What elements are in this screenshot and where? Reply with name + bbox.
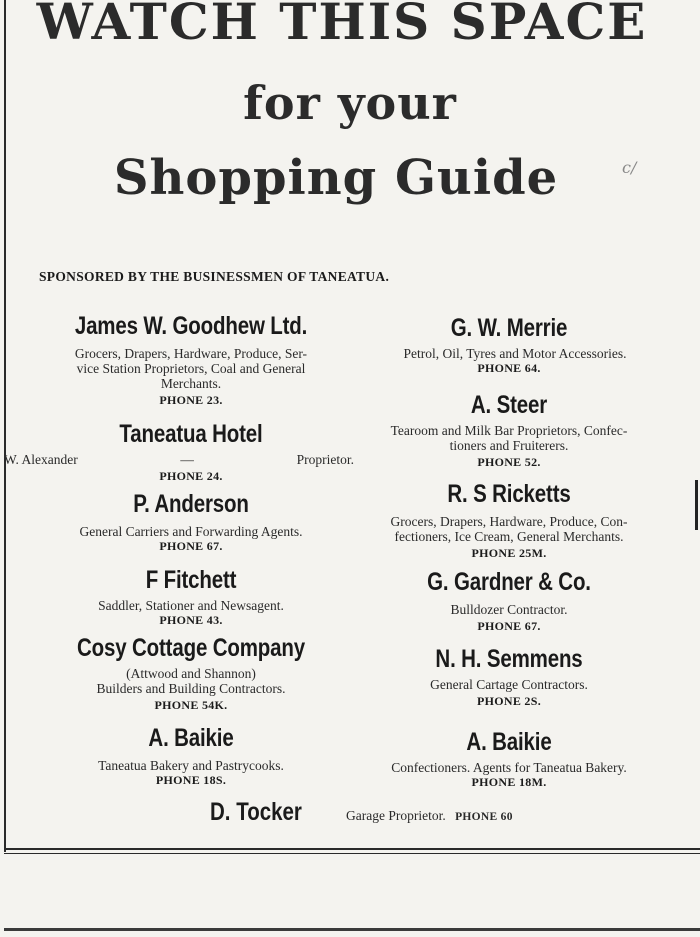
business-desc: Bulldozer Contractor.	[450, 602, 568, 617]
business-desc: Builders and Building Contractors.	[96, 681, 286, 696]
business-phone: PHONE 43.	[159, 613, 223, 627]
business-desc: Grocers, Drapers, Hardware, Produce, Ser-	[74, 346, 308, 361]
business-name: F Fitchett	[145, 566, 237, 594]
listing-cosy-cottage	[30, 634, 352, 713]
owner-role: Proprietor.	[296, 452, 354, 467]
listing-fitchett	[30, 566, 352, 628]
owner-name: W. Alexander	[4, 452, 78, 467]
business-name-tocker: D. Tocker	[210, 798, 302, 826]
business-desc: General Carriers and Forwarding Agents.	[79, 524, 303, 539]
business-name: N. H. Semmens	[435, 645, 583, 673]
headline-shopping-guide: Shopping Guide	[113, 150, 559, 206]
sponsor-line: SPONSORED BY THE BUSINESSMEN OF TANEATUA.	[39, 269, 390, 284]
business-name: R. S Ricketts	[447, 480, 571, 508]
listing-baikie-right	[346, 728, 672, 790]
business-desc: vice Station Proprietors, Coal and General	[76, 361, 306, 376]
business-phone: PHONE 52.	[477, 455, 541, 469]
listing-anderson	[30, 490, 352, 554]
business-desc: Merchants.	[160, 376, 222, 391]
business-phone: PHONE 18M.	[471, 775, 547, 789]
business-desc: fectioners, Ice Cream, General Merchants.	[394, 529, 624, 544]
business-phone: PHONE 18S.	[155, 773, 227, 787]
business-desc: Tearoom and Milk Bar Proprietors, Confec-	[390, 423, 628, 438]
business-name: Taneatua Hotel	[119, 420, 263, 448]
listing-steer	[346, 391, 672, 470]
listing-gardner	[346, 568, 672, 634]
business-desc: Garage Proprietor.	[346, 808, 446, 823]
business-name: G. W. Merrie	[450, 314, 568, 342]
business-desc: Confectioners. Agents for Taneatua Bakery.	[391, 760, 627, 775]
footer-rule	[4, 928, 700, 931]
business-name: P. Anderson	[133, 490, 249, 518]
bottom-rule-thin	[4, 853, 700, 854]
listing-taneatua-hotel	[4, 420, 354, 484]
business-name: James W. Goodhew Ltd.	[74, 312, 308, 340]
headline-for-your: for your	[243, 76, 457, 130]
business-desc: Taneatua Bakery and Pastrycooks.	[98, 758, 284, 773]
listing-ricketts	[346, 480, 672, 561]
listing-merrie	[346, 314, 672, 376]
business-name: Cosy Cottage Company	[77, 634, 305, 662]
business-name: A. Baikie	[466, 728, 552, 756]
listing-goodhew	[30, 312, 352, 408]
business-phone: PHONE 24.	[159, 469, 223, 483]
bottom-rule	[4, 848, 700, 850]
business-name: G. Gardner & Co.	[427, 568, 591, 596]
headline-watch-this-space: WATCH THIS SPACE	[36, 0, 648, 51]
business-phone: PHONE 64.	[477, 361, 541, 375]
business-phone: PHONE 67.	[159, 539, 223, 553]
business-desc: Saddler, Stationer and Newsagent.	[98, 598, 284, 613]
business-phone: PHONE 67.	[477, 619, 541, 633]
business-phone: PHONE 2S.	[476, 694, 542, 708]
business-desc: (Attwood and Shannon)	[126, 666, 256, 681]
business-phone: PHONE 60	[455, 811, 513, 823]
business-desc: Petrol, Oil, Tyres and Motor Accessories.	[403, 346, 627, 361]
business-phone: PHONE 54K.	[154, 698, 228, 712]
right-edge-mark	[695, 480, 698, 530]
owner-dash: —	[180, 452, 194, 467]
business-desc: General Cartage Contractors.	[430, 677, 588, 692]
business-name: A. Steer	[470, 391, 548, 419]
listing-baikie-left	[30, 724, 352, 788]
business-phone: PHONE 23.	[159, 393, 223, 407]
hotel-owner-line	[4, 452, 354, 467]
listing-tocker	[346, 808, 513, 825]
business-desc: Grocers, Drapers, Hardware, Produce, Con-	[390, 514, 628, 529]
business-phone: PHONE 25M.	[471, 546, 547, 560]
margin-pencil-mark: c/	[622, 158, 637, 177]
business-name: A. Baikie	[148, 724, 234, 752]
listing-semmens	[346, 645, 672, 709]
business-desc: tioners and Fruiterers.	[449, 438, 569, 453]
